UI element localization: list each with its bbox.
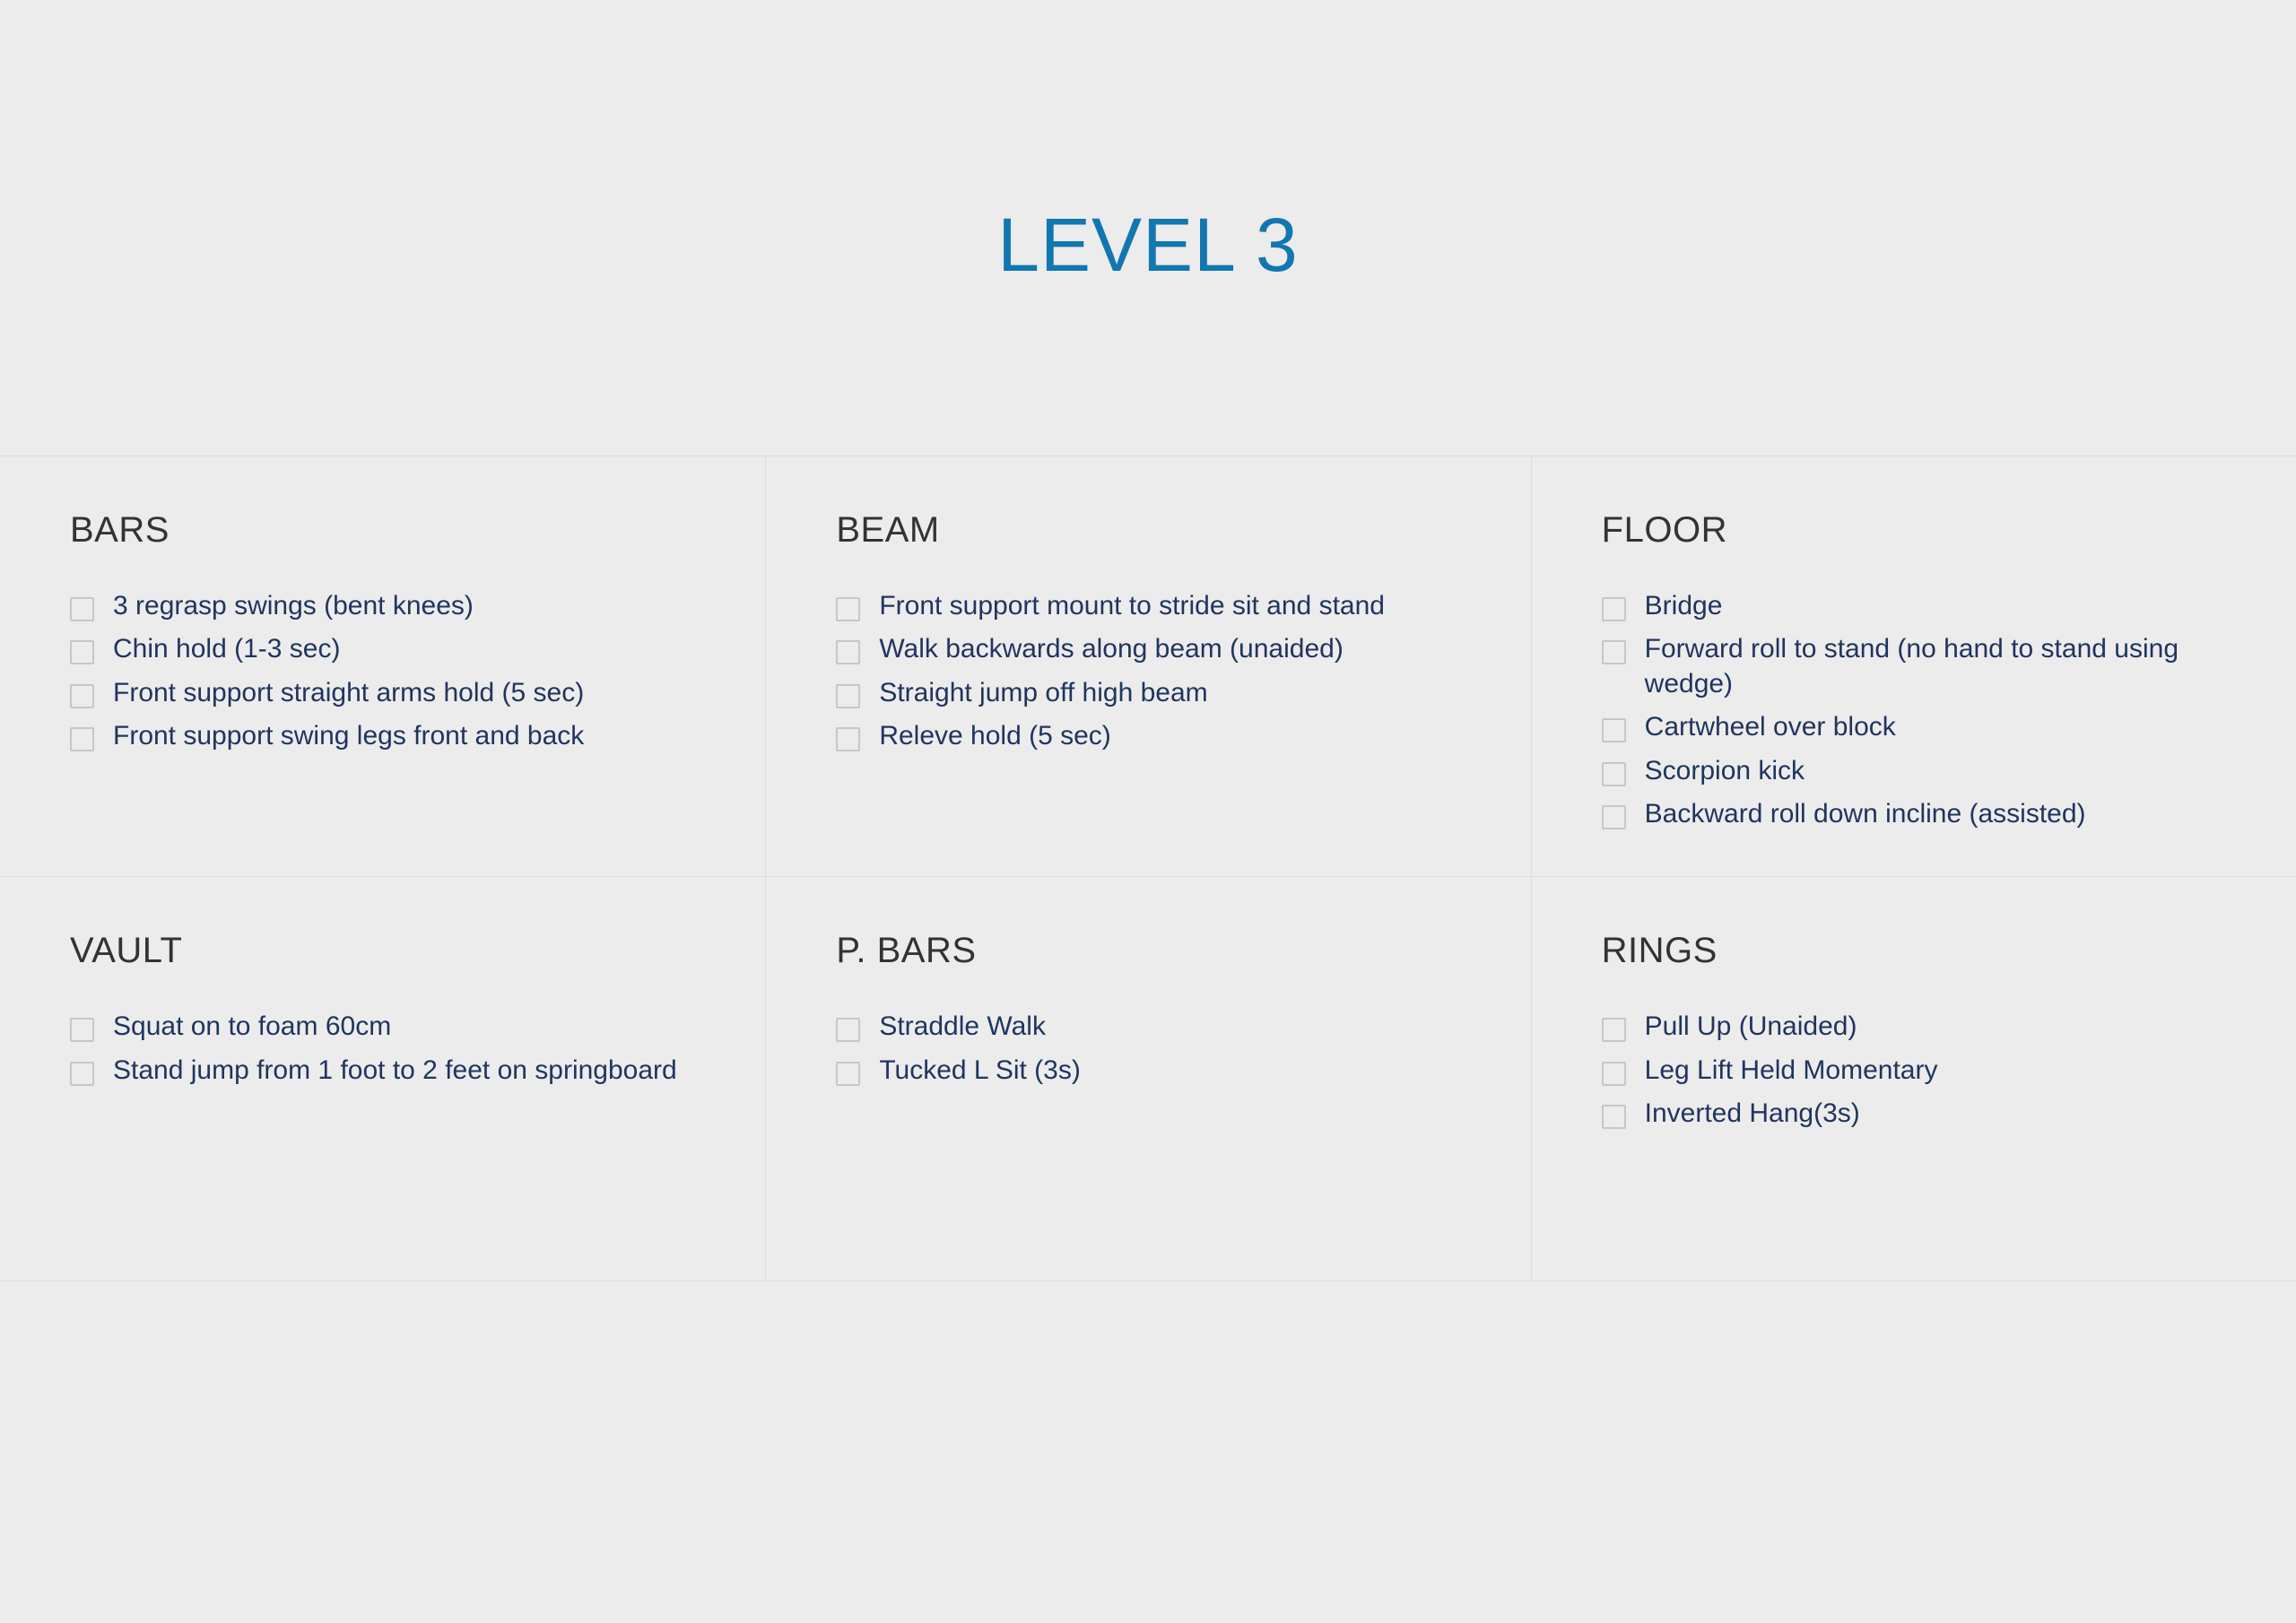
skill-label: Scorpion kick [1644,755,1805,785]
list-item[interactable] [1602,797,2226,831]
checkbox-icon[interactable] [1602,640,1626,664]
apparatus-cell-rings [1531,877,2296,1280]
checkbox-icon[interactable] [70,597,94,621]
skill-label: Front support swing legs front and back [113,721,585,751]
checkbox-icon[interactable] [836,1062,860,1086]
section-title-p-bars: P. BARS [836,931,977,971]
section-title-vault: VAULT [70,931,183,971]
apparatus-row-2 [0,876,2296,1280]
list-item[interactable] [1602,710,2226,744]
skill-list-bars [70,589,695,754]
skill-label: Backward roll down incline (assisted) [1644,798,2086,829]
skill-label: Squat on to foam 60cm [113,1011,392,1042]
list-item[interactable] [70,1010,695,1044]
list-item[interactable] [1602,589,2226,623]
list-item[interactable] [836,719,1460,753]
list-item[interactable] [70,589,695,623]
apparatus-cell-p-bars [765,877,1530,1280]
skill-label: Chin hold (1-3 sec) [113,634,341,664]
list-item[interactable] [1602,632,2226,701]
apparatus-cell-vault [0,877,765,1280]
list-item[interactable] [70,1054,695,1088]
checkbox-icon[interactable] [1602,805,1626,829]
checkbox-icon[interactable] [70,1018,94,1042]
title-area [0,0,2296,456]
list-item[interactable] [1602,1097,2226,1131]
checkbox-icon[interactable] [836,727,860,751]
checkbox-icon[interactable] [1602,1018,1626,1042]
checkbox-icon[interactable] [1602,1105,1626,1129]
checkbox-icon[interactable] [1602,762,1626,786]
list-item[interactable] [1602,754,2226,788]
checkbox-icon[interactable] [1602,718,1626,742]
apparatus-grid [0,456,2296,1281]
section-title-bars: BARS [70,510,170,550]
list-item[interactable] [70,632,695,666]
checkbox-icon[interactable] [70,640,94,664]
checkbox-icon[interactable] [836,684,860,708]
section-title-floor: FLOOR [1601,510,1727,550]
list-item[interactable] [1602,1054,2226,1088]
skill-label: Tucked L Sit (3s) [879,1055,1081,1085]
skill-label: Forward roll to stand (no hand to stand using wedge) [1644,634,2179,699]
skill-label: Bridge [1644,591,1723,621]
skill-label: Walk backwards along beam (unaided) [879,634,1344,664]
checkbox-icon[interactable] [1602,1062,1626,1086]
skill-label: 3 regrasp swings (bent knees) [113,591,474,621]
bottom-spacer [0,1281,2296,1586]
list-item[interactable] [70,676,695,710]
checkbox-icon[interactable] [70,1062,94,1086]
skill-list-p-bars [836,1010,1460,1088]
checkbox-icon[interactable] [836,1018,860,1042]
checkbox-icon[interactable] [836,597,860,621]
apparatus-cell-beam [765,456,1530,876]
skill-label: Releve hold (5 sec) [879,721,1111,751]
apparatus-cell-floor [1531,456,2296,876]
skill-label: Straight jump off high beam [879,677,1208,707]
skill-list-floor [1602,589,2226,831]
list-item[interactable] [836,1054,1460,1088]
skill-label: Inverted Hang(3s) [1644,1098,1860,1129]
apparatus-row-1 [0,456,2296,876]
page-title: LEVEL 3 [997,203,1299,288]
checkbox-icon[interactable] [836,640,860,664]
skill-list-vault [70,1010,695,1088]
skill-label: Front support straight arms hold (5 sec) [113,677,585,707]
list-item[interactable] [836,676,1460,710]
list-item[interactable] [836,1010,1460,1044]
list-item[interactable] [836,632,1460,666]
skill-label: Pull Up (Unaided) [1644,1011,1857,1042]
list-item[interactable] [1602,1010,2226,1044]
list-item[interactable] [836,589,1460,623]
apparatus-cell-bars [0,456,765,876]
skill-label: Leg Lift Held Momentary [1644,1055,1938,1085]
list-item[interactable] [70,719,695,753]
skill-list-beam [836,589,1460,754]
skill-label: Straddle Walk [879,1011,1046,1042]
checkbox-icon[interactable] [1602,597,1626,621]
checkbox-icon[interactable] [70,727,94,751]
checkbox-icon[interactable] [70,684,94,708]
skill-label: Stand jump from 1 foot to 2 feet on springboard [113,1055,677,1085]
skill-label: Front support mount to stride sit and stand [879,591,1385,621]
section-title-beam: BEAM [836,510,940,550]
skill-label: Cartwheel over block [1644,712,1896,742]
section-title-rings: RINGS [1601,931,1718,971]
skill-list-rings [1602,1010,2226,1131]
